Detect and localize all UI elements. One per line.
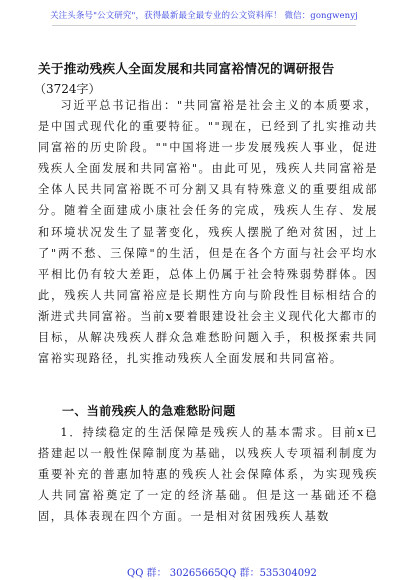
char-count: （3724字） xyxy=(34,82,101,96)
header-divider xyxy=(52,25,356,26)
paragraph: 习近平总书记指出："共同富裕是社会主义的本质要求，是中国式现代化的重要特征。""现在，已经到了扎实推动共同富裕的历史阶段。""中国将进一步发展残疾人事业，促进残疾人全面发展和共同富裕"。由此可见，残疾人共同富裕是全体人民共同富裕既不可分割又具有特殊意义的重要组成部分。随着全面建成小康社会任务的完成，残疾人生存、发展和环境状况发生了显著变化，残疾人摆脱了绝对贫困，过上了"两不愁、三保障"的生活，但是在各个方面与社会平均水平相比仍有较大差距，总体上仍属于社会特殊弱势群体。因此，残疾人共同富裕应是长期性方向与阶段性目标相结合的渐进式共同富裕。当前x要着眼建设社会主义现代化大都市的目标，从解决残疾人群众急难愁盼问题入手，积极探索共同富裕实现路径，扎实推动残疾人全面发展和共同富裕。 xyxy=(38,99,378,366)
footer-qq-group-left: QQ 群： 30265665 xyxy=(127,568,221,579)
document-title: 关于推动残疾人全面发展和共同富裕情况的调研报告 xyxy=(38,61,335,76)
footer-qq-group-right: QQ 群：535304092 xyxy=(220,568,317,579)
section-heading: 一、当前残疾人的急难愁盼问题 xyxy=(62,404,236,418)
body-text xyxy=(38,95,378,369)
header-banner: 关注头条号"公文研究"，获得最新最全最专业的公文资料库！ 微信：gongwenyj xyxy=(50,11,358,21)
paragraph: 1．持续稳定的生活保障是残疾人的基本需求。目前x已搭建起以一般性保障制度为基础，以残疾人专项福利制度为重要补充的普惠加特惠的残疾人社会保障体系，为实现残疾人共同富裕奠定了一定的经济基础。但是这一基础还不稳固，具体表现在四个方面。一是相对贫困残疾人基数 xyxy=(38,426,378,524)
section-body-text xyxy=(38,422,378,527)
